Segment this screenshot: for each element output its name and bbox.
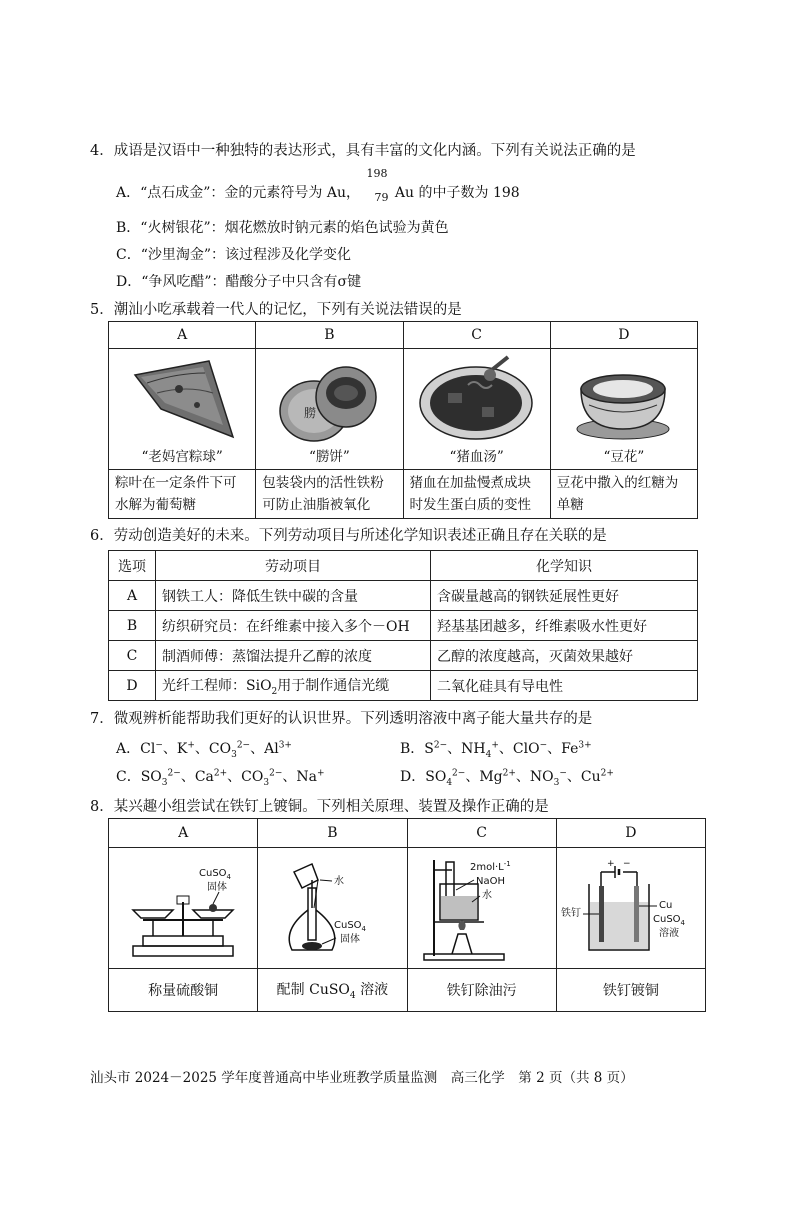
ion: $Al^{3+}$ (264, 740, 292, 757)
ion: Na+ (296, 768, 325, 785)
option-label: D． (400, 769, 426, 785)
atomic-number: 79 (374, 191, 389, 204)
nuclide-notation (364, 167, 390, 204)
q6-row-c-knowledge: 乙醇的浓度越高，灭菌效果越好 (431, 641, 698, 671)
q7-option-d (400, 766, 614, 788)
q8-table (108, 818, 706, 1012)
q8-header-c: C (407, 819, 556, 848)
q8-c-naoh: NaOH (475, 876, 505, 887)
q8-a-label1: CuSO$_4$ (199, 868, 232, 881)
q8-drawing-a (109, 848, 258, 969)
table-row (109, 671, 698, 701)
q8-b-water: 水 (334, 876, 345, 887)
ion: $NO_3^-$ (529, 768, 567, 788)
ion: $S^{2-}$ (424, 740, 448, 757)
mass-number: 198 (366, 167, 388, 180)
q8-d-cuso4: CuSO$_4$ (652, 914, 685, 927)
q5-table (108, 321, 698, 519)
plus-sign: + (606, 859, 615, 869)
q8-caption-d: 铁钉镀铜 (556, 969, 705, 1012)
separator: 、 (447, 741, 462, 757)
ion: K+ (176, 740, 195, 757)
q5-header-c: C (403, 322, 550, 349)
q6-row-d-knowledge: 二氧化硅具有导电性 (431, 671, 698, 701)
q8-stem: 8．某兴趣小组尝试在铁钉上镀铜。下列相关原理、装置及操作正确的是 (90, 799, 549, 815)
q6-row-d-labor-post: 用于制作通信光缆 (277, 677, 390, 694)
table-row (109, 581, 698, 611)
q6-header-knowledge: 化学知识 (431, 551, 698, 581)
separator: 、 (282, 769, 297, 785)
q8-c-conc: $2mol\cdot L^{-1}$ (469, 860, 511, 873)
q5-image-b (256, 349, 403, 470)
q6-row-c-option: C (109, 641, 156, 671)
q4-option-a (116, 167, 520, 204)
q5-food-d: “豆花” (603, 449, 645, 465)
q5-image-c (403, 349, 550, 470)
q7-stem: 7．微观辨析能帮助我们更好的认识世界。下列透明溶液中离子能大量共存的是 (90, 711, 593, 727)
q5-stem: 5．潮汕小吃承载着一代人的记忆，下列有关说法错误的是 (90, 302, 462, 318)
q7-option-a (116, 738, 292, 760)
q4-option-a-text: A．“点石成金”：金的元素符号为 Au， (116, 185, 361, 201)
q8-b-label1: CuSO$_4$ (334, 920, 367, 933)
ion: ClO− (512, 740, 548, 757)
option-label: C． (116, 769, 141, 785)
q8-d-nail: 铁钉 (560, 908, 581, 919)
q6-row-d-labor-pre: 光纤工程师：SiO (162, 677, 272, 694)
option-label: B． (400, 741, 425, 757)
ion: $Fe^{3+}$ (561, 740, 592, 757)
q6-row-d-labor-sub: 2 (271, 686, 278, 697)
q8-header-d: D (556, 819, 705, 848)
separator: 、 (180, 769, 195, 785)
q6-row-a-option: A (109, 581, 156, 611)
q5-header-a: A (109, 322, 256, 349)
q8-header-a: A (109, 819, 258, 848)
ion: $SO_4^{2-}$ (425, 768, 466, 788)
douhua-image (559, 353, 689, 445)
electroplating-diagram (561, 850, 701, 966)
ion: $CO_3^{2-}$ (241, 768, 283, 788)
q6-stem: 6．劳动创造美好的未来。下列劳动项目与所述化学知识表述正确且存在关联的是 (90, 528, 607, 544)
separator: 、 (162, 741, 177, 757)
pig-blood-soup-image (412, 353, 542, 445)
q5-header-b: B (256, 322, 403, 349)
q5-header-d: D (550, 322, 697, 349)
separator: 、 (566, 769, 581, 785)
separator: 、 (250, 741, 265, 757)
q4-option-d: D．“争风吃醋”：醋酸分子中只含有σ键 (116, 274, 362, 290)
ion: $SO_3^{2-}$ (140, 768, 181, 788)
q6-row-b-option: B (109, 611, 156, 641)
separator: 、 (194, 741, 209, 757)
q6-row-b-knowledge: 羟基基团越多，纤维素吸水性更好 (431, 611, 698, 641)
ion: $Cu^{2+}$ (580, 768, 614, 785)
q8-d-solution: 溶液 (658, 928, 679, 939)
q8-drawing-c (407, 848, 556, 969)
q5-food-a: “老妈宫粽球” (141, 449, 223, 465)
zongqiu-image (117, 353, 247, 445)
page-footer: 汕头市 2024－2025 学年度普通高中毕业班教学质量监测 高三化学 第 2 页（共 8 页） (90, 1070, 634, 1086)
q8-drawing-d (556, 848, 705, 969)
q6-row-a-labor: 钢铁工人：降低生铁中碳的含量 (156, 581, 431, 611)
q4-option-a-text-end: Au 的中子数为 198 (394, 185, 520, 201)
q7-option-c (116, 766, 325, 788)
q5-statement-c: 猪血在加盐慢煮成块时发生蛋白质的变性 (403, 470, 550, 519)
q6-table (108, 550, 698, 701)
q5-image-a (109, 349, 256, 470)
q5-statement-b: 包装袋内的活性铁粉可防止油脂被氧化 (256, 470, 403, 519)
q8-caption-a: 称量硫酸铜 (109, 969, 258, 1012)
q7-option-b (400, 738, 592, 760)
q6-row-b-labor: 纺织研究员：在纤维素中接入多个－OH (156, 611, 431, 641)
q6-header-option: 选项 (109, 551, 156, 581)
q5-food-b: “朥饼” (308, 449, 350, 465)
ion: $Ca^{2+}$ (194, 768, 228, 785)
q8-b-label2: 固体 (340, 934, 361, 945)
badge-text: 朥 (304, 406, 317, 420)
q6-header-labor: 劳动项目 (156, 551, 431, 581)
heating-beaker-diagram (412, 850, 552, 966)
q4-option-c: C．“沙里淘金”：该过程涉及化学变化 (116, 247, 352, 263)
separator: 、 (465, 769, 480, 785)
q8-drawing-b (258, 848, 407, 969)
q4-stem: 4．成语是汉语中一种独特的表达形式，具有丰富的文化内涵。下列有关说法正确的是 (90, 143, 636, 159)
option-label: A． (116, 741, 141, 757)
q8-d-cu: Cu (658, 900, 673, 911)
balance-scale-diagram (113, 850, 253, 966)
q4-option-b: B．“火树银花”：烟花燃放时钠元素的焰色试验为黄色 (116, 220, 449, 236)
q8-caption-c: 铁钉除油污 (407, 969, 556, 1012)
table-row (109, 611, 698, 641)
table-row (109, 641, 698, 671)
q6-row-d-labor (156, 671, 431, 701)
ion: $NH_4^+$ (461, 740, 499, 760)
q6-row-c-labor: 制酒师傅：蒸馏法提升乙醇的浓度 (156, 641, 431, 671)
separator: 、 (547, 741, 562, 757)
ion: $Mg^{2+}$ (479, 768, 516, 785)
minus-sign: − (622, 859, 631, 869)
q5-image-d (550, 349, 697, 470)
ion: $CO_3^{2-}$ (208, 740, 251, 760)
q5-statement-a: 粽叶在一定条件下可水解为葡萄糖 (109, 470, 256, 519)
q8-caption-b: 配制 CuSO$_4$ 溶液 (258, 969, 407, 1012)
q8-header-b: B (258, 819, 407, 848)
separator: 、 (227, 769, 242, 785)
ion: Cl− (140, 740, 163, 757)
lao-bing-image (264, 353, 394, 445)
separator: 、 (515, 769, 530, 785)
q6-row-a-knowledge: 含碳量越高的钢铁延展性更好 (431, 581, 698, 611)
separator: 、 (498, 741, 513, 757)
q8-a-label2: 固体 (207, 882, 228, 893)
q5-food-c: “猪血汤” (449, 449, 504, 465)
volumetric-flask-diagram (262, 850, 402, 966)
q6-row-d-option: D (109, 671, 156, 701)
q5-statement-d: 豆花中撒入的红糖为单糖 (550, 470, 697, 519)
q8-c-water: 水 (481, 890, 492, 901)
